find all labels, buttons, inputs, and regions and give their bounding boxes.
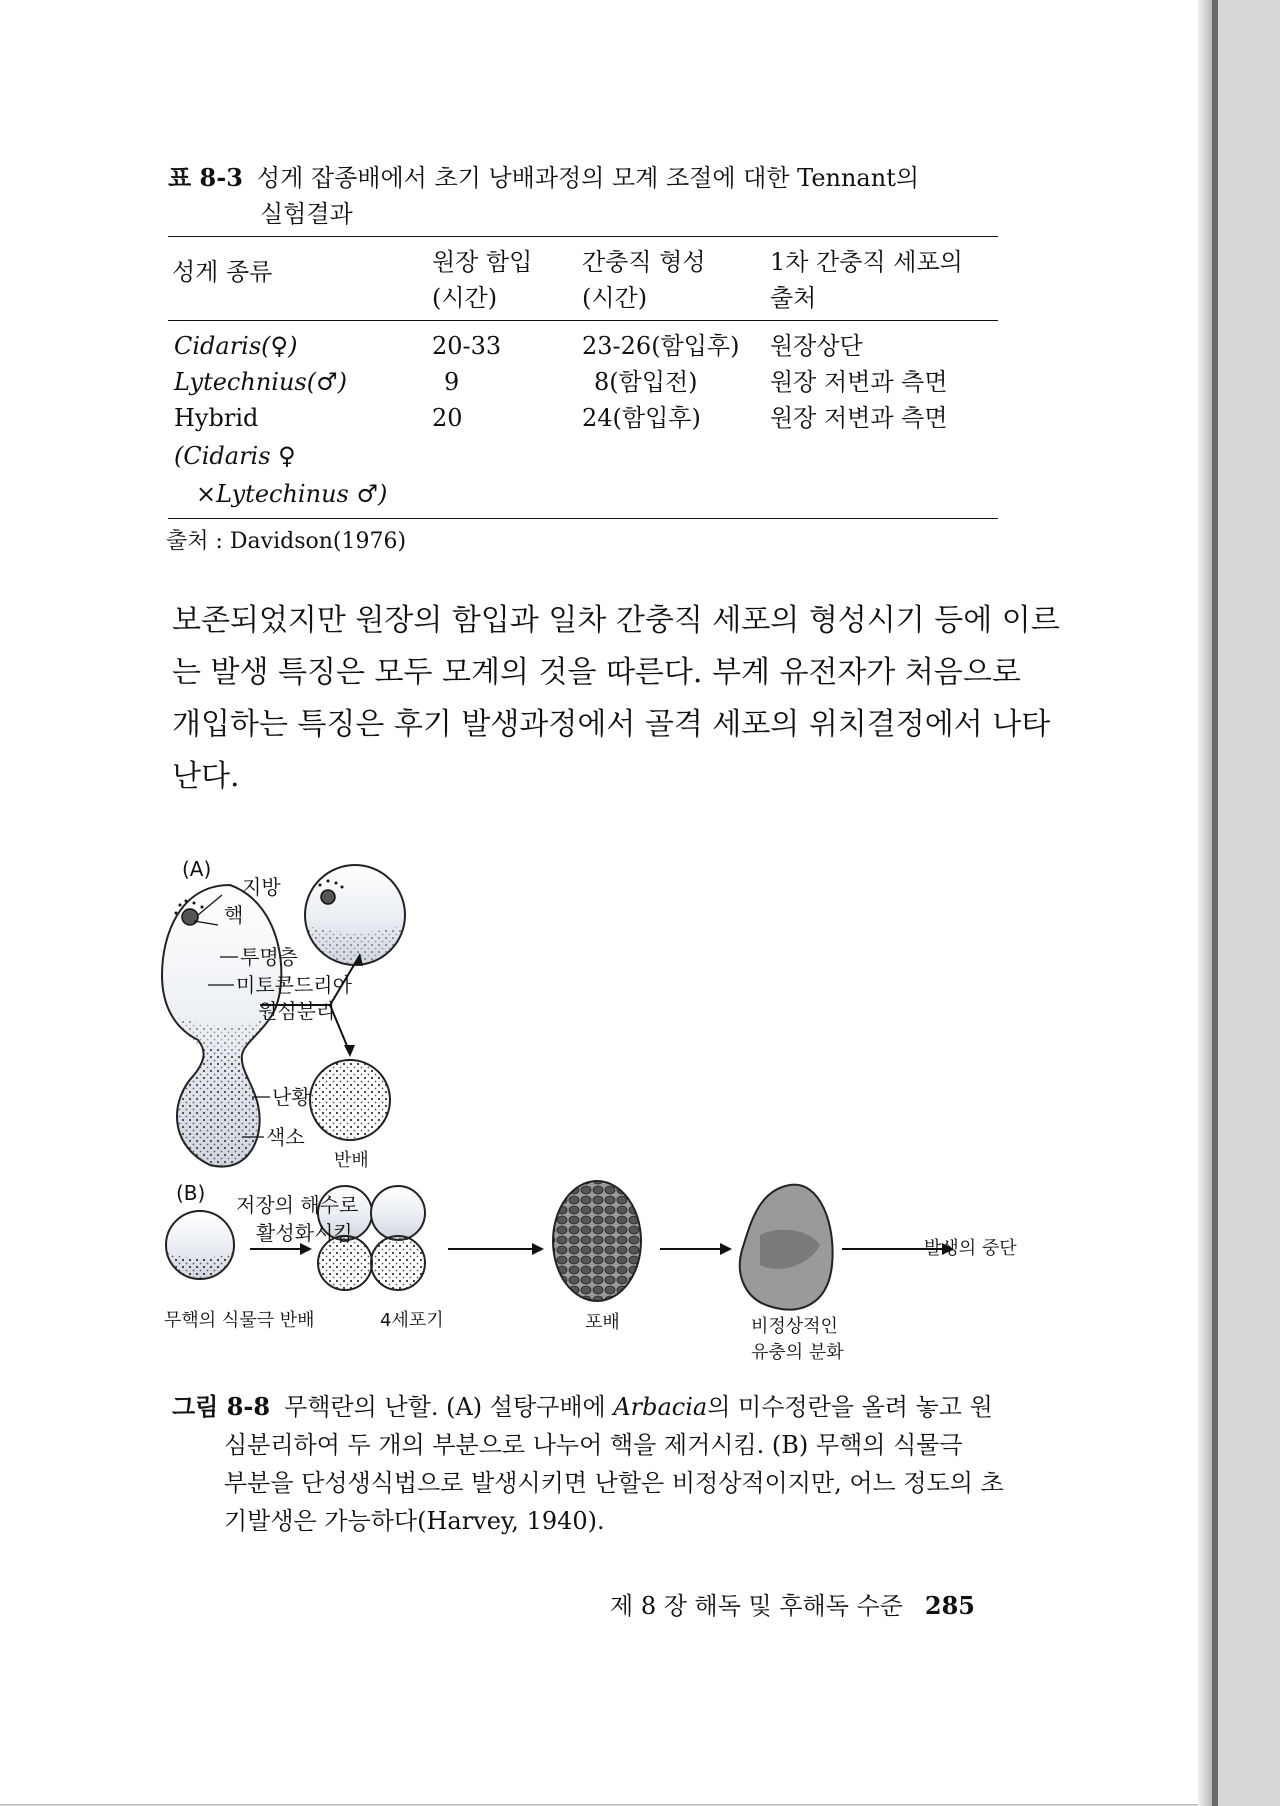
chapter-title: 제 8 장 해독 및 후해독 수준 [610, 1592, 903, 1620]
label-hypotonic-2: 활성화시킴 [256, 1221, 353, 1245]
table-header-rule [168, 320, 998, 321]
table-bottom-rule [168, 518, 998, 519]
label-pigment: 색소 [266, 1125, 305, 1149]
row2-invagination: 9 [444, 368, 460, 396]
paragraph-line: 개입하는 특징은 후기 발생과정에서 골격 세포의 위치결정에서 나타 [172, 707, 1051, 742]
paragraph-line: 보존되었지만 원장의 함입과 일차 간충직 세포의 형성시기 등에 이르 [172, 603, 1060, 638]
page-number: 285 [924, 1591, 975, 1620]
row1-mesenchyme: 23-26(함입후) [582, 332, 740, 360]
header-mesenchyme: 간충직 형성 [582, 248, 706, 276]
row3-species-line3: ×Lytechinus ♂) [196, 480, 388, 508]
row1-invagination: 20-33 [432, 332, 502, 360]
label-hypotonic-1: 저장의 해수로 [236, 1193, 359, 1217]
label-blastula: 포배 [585, 1312, 620, 1333]
label-four-cell: 4세포기 [380, 1310, 444, 1331]
table-source: 출처 : Davidson(1976) [166, 529, 407, 554]
row3-origin: 원장 저변과 측면 [770, 404, 948, 432]
header-species: 성게 종류 [172, 258, 273, 286]
blastula [553, 1181, 641, 1301]
label-fat: 지방 [242, 875, 281, 899]
row3-invagination: 20 [432, 404, 463, 432]
page-edge-shadow [1212, 0, 1218, 1806]
caption-line4: 기발생은 가능하다(Harvey, 1940). [224, 1507, 605, 1535]
header-origin-line2: 출처 [770, 284, 817, 312]
header-origin: 1차 간충직 세포의 [770, 248, 963, 276]
row1-origin: 원장상단 [770, 332, 863, 360]
label-abnormal-1: 비정상적인 [751, 1316, 838, 1337]
nucleated-half [305, 865, 405, 965]
label-centrifugation: 원심분리 [258, 999, 336, 1023]
label-arrest: 발생의 중단 [924, 1238, 1017, 1259]
row2-species: Lytechnius(♂) [174, 368, 347, 396]
paragraph-line: 난다. [172, 759, 240, 794]
label-nucleus: 핵 [224, 903, 244, 927]
row1-species: Cidaris(♀) [174, 332, 298, 360]
table-top-rule [168, 236, 998, 237]
label-abnormal-2: 유충의 분화 [751, 1342, 844, 1363]
panel-b-label: (B) [176, 1181, 206, 1205]
panel-a-label: (A) [182, 857, 212, 881]
centrifuged-egg [162, 885, 281, 1167]
label-half-embryo-a: 반배 [334, 1150, 369, 1171]
row3-species: Hybrid [174, 404, 259, 432]
header-invagination: 원장 함입 [432, 248, 533, 276]
paragraph-line: 는 발생 특징은 모두 모계의 것을 따른다. 부계 유전자가 처음으로 [172, 655, 1021, 690]
label-clear-layer: 투명층 [240, 945, 298, 969]
page-footer [610, 1586, 975, 1621]
row3-species-line2: (Cidaris ♀ [174, 442, 296, 470]
caption-line2: 심분리하여 두 개의 부분으로 나누어 핵을 제거시킴. (B) 무핵의 식물극 [224, 1431, 963, 1459]
table-caption [168, 160, 968, 232]
caption-line3: 부분을 단성생식법으로 발생시키면 난할은 비정상적이지만, 어느 정도의 초 [224, 1469, 1004, 1497]
figure-number: 그림 8-8 [172, 1392, 271, 1421]
caption-line1-a: 무핵란의 난할. (A) 설탕구배에 [284, 1393, 614, 1421]
figure-caption [172, 1388, 1022, 1540]
label-vegetal-half: 무핵의 식물극 반배 [164, 1310, 315, 1331]
enucleated-half [310, 1060, 390, 1140]
header-invagination-unit: (시간) [432, 284, 498, 312]
table-title-line2: 실험결과 [260, 200, 353, 228]
vegetal-half-egg [166, 1211, 234, 1279]
caption-line1-italic: Arbacia [613, 1393, 708, 1421]
table-title-line1: 성게 잡종배에서 초기 낭배과정의 모계 조절에 대한 Tennant의 [256, 164, 920, 192]
table-number: 표 8-3 [168, 163, 243, 192]
label-mitochondria: 미토콘드리아 [236, 973, 352, 997]
caption-line1-b: 의 미수정란을 올려 놓고 원 [707, 1393, 993, 1421]
row2-origin: 원장 저변과 측면 [770, 368, 948, 396]
label-yolk: 난황 [272, 1085, 311, 1109]
body-paragraph [172, 595, 1060, 803]
figure-8-8 [160, 845, 1060, 1365]
row2-mesenchyme: 8(함입전) [594, 368, 698, 396]
row3-mesenchyme: 24(함입후) [582, 404, 701, 432]
header-mesenchyme-unit: (시간) [582, 284, 648, 312]
